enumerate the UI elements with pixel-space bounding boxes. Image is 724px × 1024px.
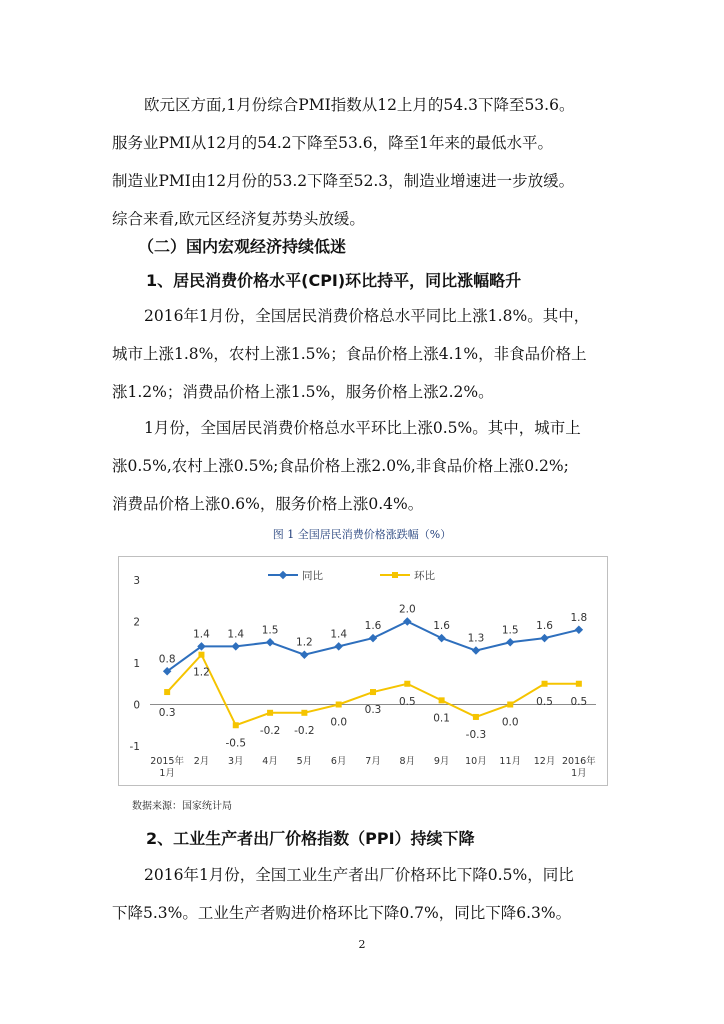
data-label: -0.3: [465, 728, 487, 741]
x-tick-label: 12月: [533, 756, 556, 767]
x-tick-label: 4月: [262, 756, 278, 767]
y-tick-label: -1: [129, 741, 140, 753]
data-label: -0.2: [294, 724, 315, 737]
data-label: 1.4: [227, 628, 245, 641]
data-label: 2.0: [398, 603, 416, 616]
data-point: [267, 710, 273, 716]
data-point: [369, 634, 377, 642]
data-point: [232, 642, 240, 650]
y-tick-label: 2: [133, 616, 140, 629]
data-point: [507, 702, 513, 708]
data-label: 0.8: [158, 653, 176, 666]
data-point: [370, 689, 376, 695]
chart-frame: [119, 557, 608, 786]
data-point: [404, 681, 410, 687]
data-label: 1.6: [364, 620, 382, 633]
intro-line: 欧元区方面,1月份综合PMI指数从12上月的54.3下降至53.6。: [144, 96, 575, 114]
data-point: [472, 646, 480, 654]
cpi-line: 城市上涨1.8%，农村上涨1.5%；食品价格上涨4.1%，非食品价格上: [112, 345, 587, 363]
data-point: [334, 642, 342, 650]
data-label: 1.2: [193, 666, 210, 679]
data-label: 0.5: [398, 695, 416, 708]
data-label: 0.3: [364, 704, 382, 717]
ppi-line: 下降5.3%。工业生产者购进价格环比下降0.7%，同比下降6.3%。: [112, 904, 572, 922]
x-tick-label: 2月: [193, 756, 210, 767]
data-point: [300, 650, 308, 658]
x-tick-label: 3月: [227, 756, 244, 767]
data-point: [198, 652, 204, 658]
data-point: [266, 638, 274, 646]
cpi-line: 消费品价格上涨0.6%，服务价格上涨0.4%。: [112, 495, 424, 513]
intro-paragraph: [112, 86, 622, 238]
data-label: 1.5: [261, 624, 279, 637]
data-label: 0.0: [501, 716, 519, 729]
intro-line: 综合来看,欧元区经济复苏势头放缓。: [112, 210, 365, 228]
data-label: 1.2: [296, 636, 313, 649]
data-label: 1.8: [570, 611, 588, 624]
y-tick-label: 1: [133, 658, 140, 670]
data-label: 0.1: [433, 712, 450, 725]
cpi-line-chart: [118, 556, 608, 786]
ppi-line: 2016年1月份，全国工业生产者出厂价格环比下降0.5%，同比: [144, 866, 574, 884]
legend-marker: [392, 572, 398, 578]
cpi-line: 涨0.5%,农村上涨0.5%;食品价格上涨2.0%,非食品价格上涨0.2%;: [112, 457, 569, 475]
data-label: 1.4: [193, 628, 210, 641]
legend-label: 同比: [302, 570, 323, 582]
legend-marker: [279, 571, 287, 579]
data-point: [506, 638, 514, 646]
data-point: [164, 689, 170, 695]
data-label: 1.6: [433, 620, 450, 633]
data-point: [336, 702, 342, 708]
cpi-line: 1月份，全国居民消费价格总水平环比上涨0.5%。其中，城市上: [144, 419, 581, 437]
data-label: 1.6: [536, 620, 553, 633]
data-point: [575, 626, 583, 634]
data-label: 1.4: [330, 628, 348, 641]
x-tick-label: 5月: [296, 756, 313, 767]
ppi-heading: 2、工业生产者出厂价格指数（PPI）持续下降: [146, 829, 475, 848]
figure-caption: 图 1 全国居民消费价格涨跌幅（%）: [272, 528, 452, 541]
cpi-line: 涨1.2%；消费品价格上涨1.5%，服务价格上涨2.2%。: [112, 383, 494, 401]
data-label: 1.3: [467, 632, 485, 645]
data-label: 0.3: [158, 707, 176, 720]
page-number: 2: [358, 938, 366, 951]
data-point: [542, 681, 548, 687]
data-label: -0.5: [225, 737, 247, 750]
section-heading: （二）国内宏观经济持续低迷: [138, 237, 347, 256]
cpi-line: 2016年1月份，全国居民消费价格总水平同比上涨1.8%。其中，: [144, 307, 590, 325]
x-tick-label: 9月: [433, 756, 450, 767]
data-point: [473, 714, 479, 720]
x-tick-label: 7月: [365, 756, 381, 767]
data-point: [576, 681, 582, 687]
y-tick-label: 3: [133, 575, 140, 587]
data-point: [439, 697, 445, 703]
x-tick-label: 2015年 1月: [150, 756, 184, 779]
intro-line: 制造业PMI由12月份的53.2下降至52.3，制造业增速进一步放缓。: [112, 172, 575, 190]
data-point: [233, 722, 239, 728]
data-point: [540, 634, 548, 642]
figure-source: 数据来源：国家统计局: [132, 801, 232, 812]
cpi-paragraph-1: [112, 297, 622, 411]
data-label: 0.0: [330, 716, 348, 729]
x-tick-label: 11月: [499, 756, 522, 767]
cpi-heading: 1、居民消费价格水平(CPI)环比持平，同比涨幅略升: [146, 271, 522, 290]
cpi-paragraph-2: [112, 409, 622, 523]
data-point: [437, 634, 445, 642]
data-label: 0.5: [536, 695, 553, 708]
data-point: [403, 617, 411, 625]
data-label: 1.5: [501, 624, 519, 637]
y-tick-label: 0: [133, 699, 140, 712]
ppi-paragraph: [112, 856, 622, 932]
x-tick-label: 8月: [399, 756, 416, 767]
data-label: -0.2: [259, 724, 281, 737]
data-point: [301, 710, 307, 716]
x-tick-label: 10月: [465, 756, 487, 767]
x-tick-label: 2016年 1月: [562, 756, 596, 779]
intro-line: 服务业PMI从12月的54.2下降至53.6，降至1年来的最低水平。: [112, 134, 554, 152]
legend-label: 环比: [414, 570, 435, 582]
x-tick-label: 6月: [330, 756, 347, 767]
data-label: 0.5: [570, 695, 588, 708]
